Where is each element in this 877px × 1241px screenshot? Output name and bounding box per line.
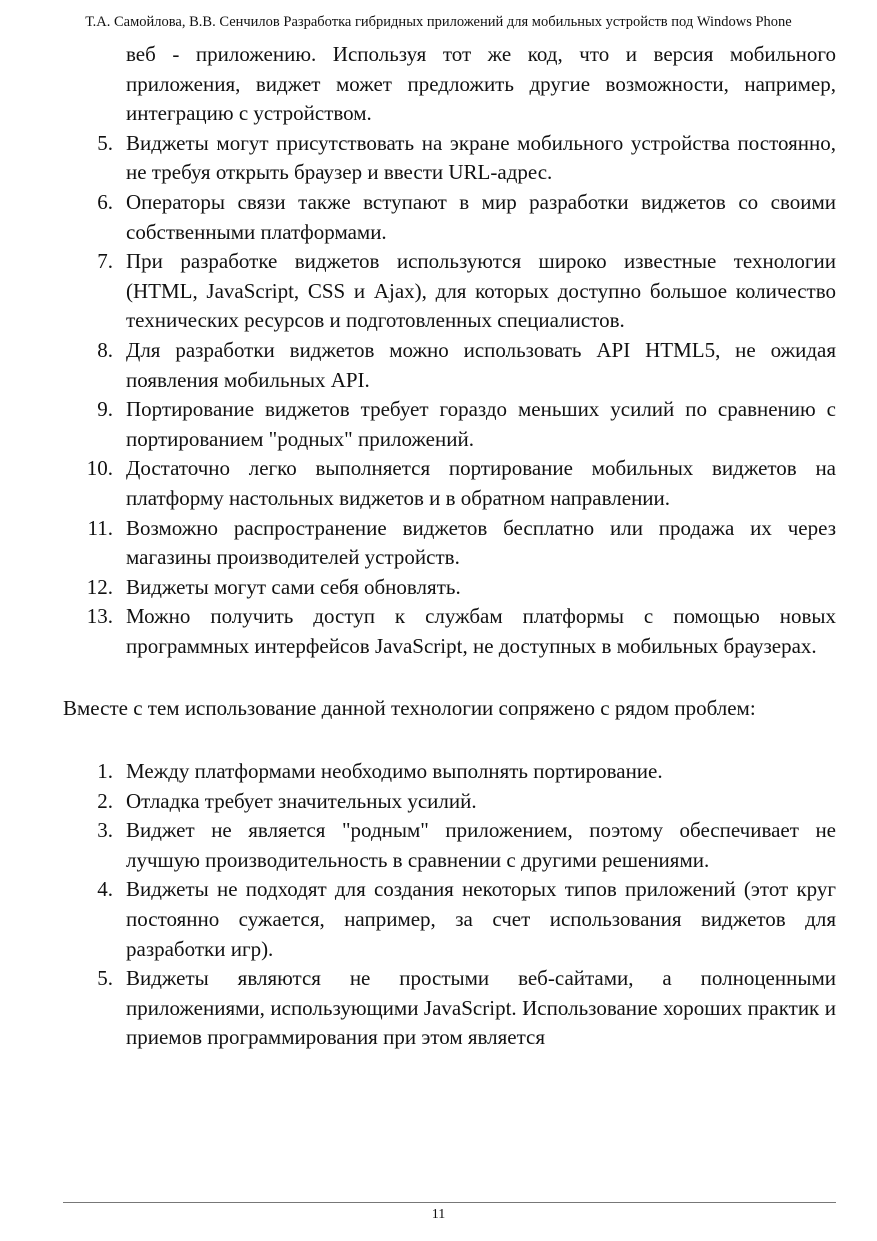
list-item-text: Для разработки виджетов можно использовать API HTML5, не ожидая появления мобильных API. [126,337,836,392]
list-item-number: 5. [97,966,113,991]
list-item-number: 2. [97,788,113,813]
list-item [63,395,836,454]
list-item-number: 9. [97,397,113,422]
list-item-text: При разработке виджетов используются широко известные технологии (HTML, JavaScript, CSS и Ajax), для которых доступно большое количество технических ресурсов и подготовленных специалистов. [126,249,836,333]
list-item [63,188,836,247]
page-body [63,40,836,1053]
list-continuation-text: веб - приложению. Используя тот же код, что и версия мобильного приложения, виджет может предложить другие возможности, например, интеграцию с устройством. [126,42,836,126]
list-item-text: Виджеты могут присутствовать на экране мобильного устройства постоянно, не требуя открыть браузер и ввести URL-адрес. [126,130,836,185]
page-number: 11 [431,1207,446,1222]
list-item [63,964,836,1053]
list-item-text: Портирование виджетов требует гораздо меньших усилий по сравнению с портированием "родных" приложений. [126,397,836,451]
list-item [63,454,836,513]
list-item [63,816,836,875]
list-item-number: 1. [97,759,113,784]
list-item [63,573,836,603]
list-item-text: Возможно распространение виджетов бесплатно или продажа их через магазины производителей устройств. [126,515,836,570]
advantages-list [63,129,836,662]
list-item-number: 7. [97,249,113,274]
list-item-text: Виджеты могут сами себя обновлять. [126,574,461,599]
list-item [63,602,836,661]
list-item-text: Достаточно легко выполняется портирование мобильных виджетов на платформу настольных виджетов и в обратном направлении. [126,456,836,510]
intro-paragraph: Вместе с тем использование данной технологии сопряжено с рядом проблем: [63,696,756,721]
footer-divider [63,1202,836,1203]
list-item-text: Отладка требует значительных усилий. [126,788,477,813]
list-item-number: 13. [86,604,113,629]
list-item [63,875,836,964]
list-item-text: Виджеты не подходят для создания некоторых типов приложений (этот круг постоянно сужается, например, за счет использования виджетов для разработки игр). [126,877,836,961]
list-item [63,247,836,336]
list-item-number: 8. [97,337,113,362]
list-item-number: 11. [87,515,113,540]
list-item [63,757,836,787]
list-item-number: 5. [97,130,113,155]
list-item [63,514,836,573]
list-item [63,787,836,817]
list-item-text: Между платформами необходимо выполнять портирование. [126,759,663,784]
list-item-text: Операторы связи также вступают в мир разработки виджетов со своими собственными платформами. [126,189,836,244]
list-item-number: 3. [97,818,113,843]
list-item-number: 10. [86,456,113,481]
list-item-number: 6. [97,189,113,214]
list-item [63,129,836,188]
list-item-number: 12. [86,574,113,599]
list-item-text: Виджет не является "родным" приложением, поэтому обеспечивает не лучшую производительность в сравнении с другими решениями. [126,818,836,872]
list-item-number: 4. [97,877,113,902]
running-header: Т.А. Самойлова, В.В. Сенчилов Разработка гибридных приложений для мобильных устройств под Windows Phone [85,14,792,30]
list-item [63,336,836,395]
problems-list [63,757,836,1053]
list-item-text: Виджеты являются не простыми веб-сайтами, а полноценными приложениями, использующими JavaScript. Использование хороших практик и приемов программирования при этом является [126,966,836,1050]
list-item-text: Можно получить доступ к службам платформы с помощью новых программных интерфейсов JavaScript, не доступных в мобильных браузерах. [126,604,836,658]
